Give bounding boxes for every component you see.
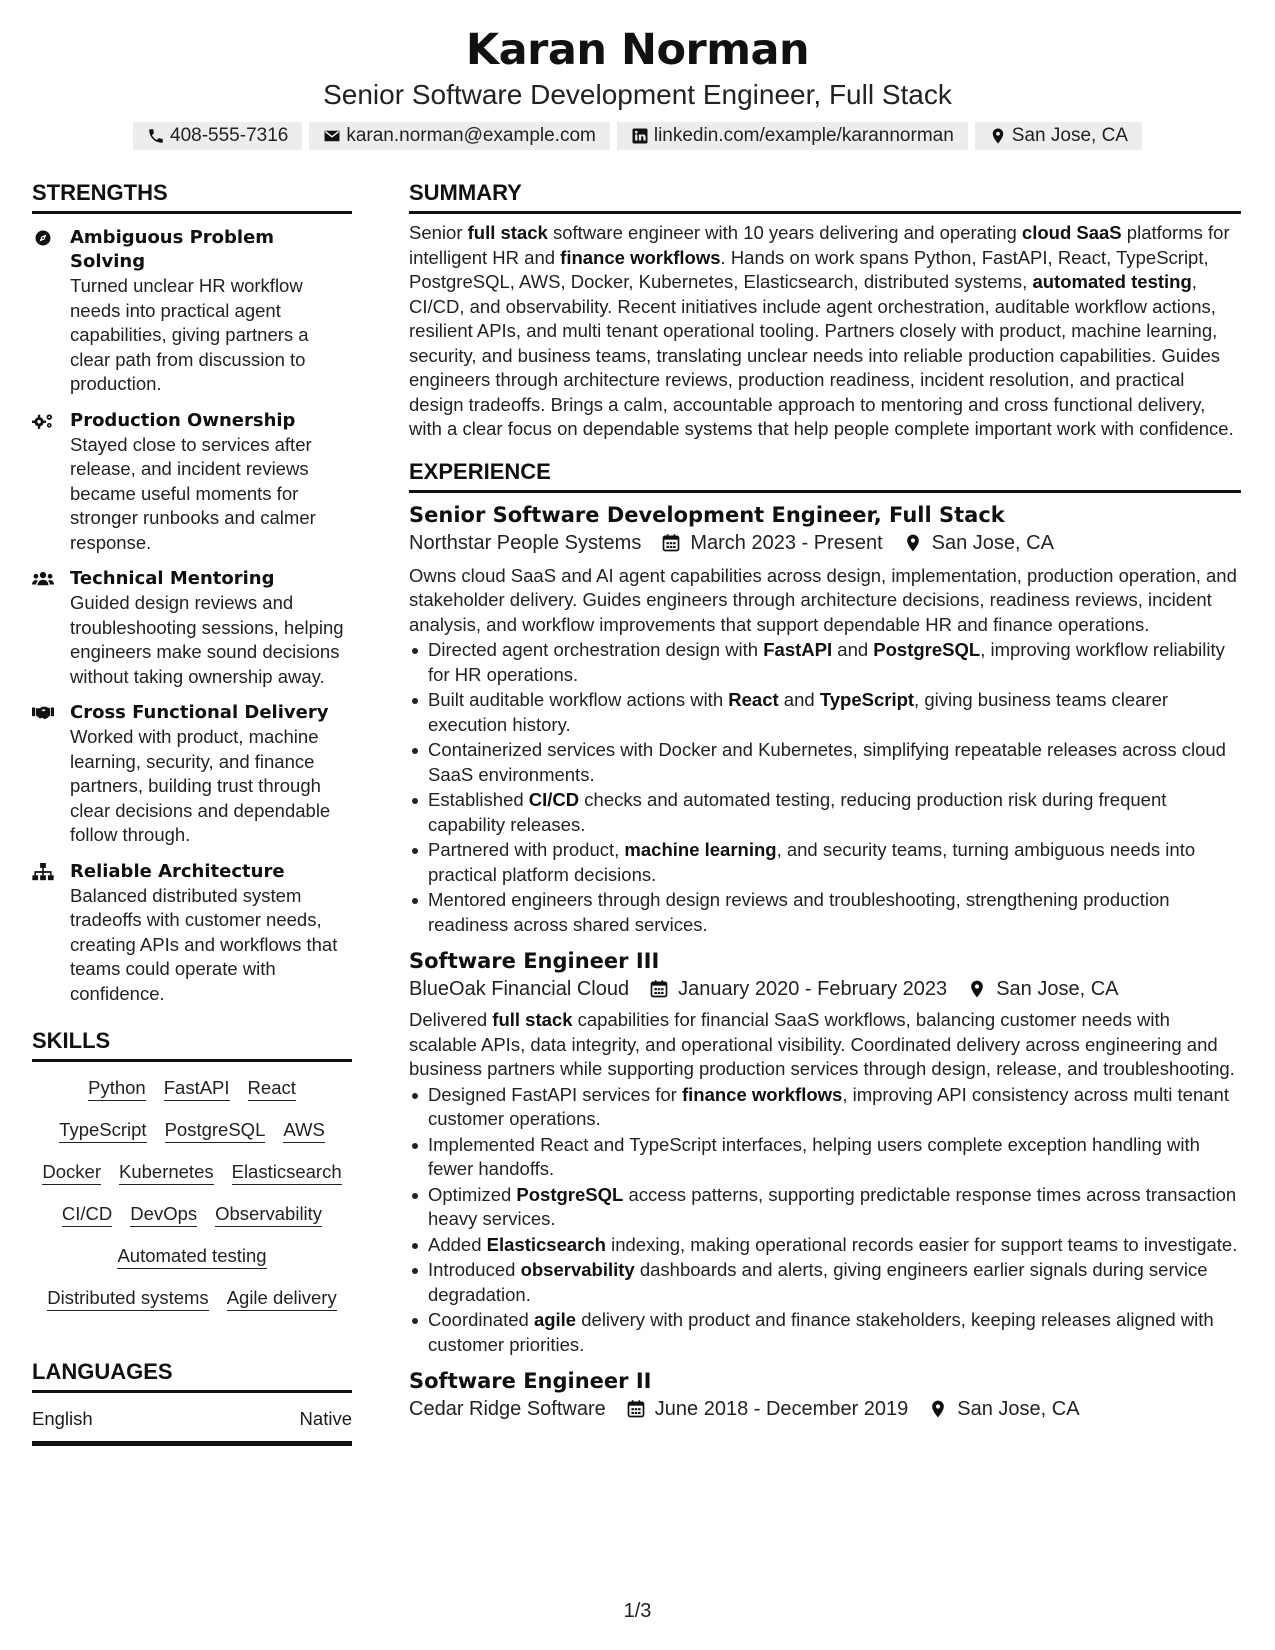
- skill-tag: Python: [88, 1076, 146, 1101]
- emphasis: cloud SaaS: [1021, 222, 1122, 243]
- emphasis: CI/CD: [528, 789, 580, 810]
- bullet-item: Mentored engineers through design reviews and troubleshooting, strengthening production readiness across shared services.: [409, 888, 1241, 937]
- resume-header: [0, 22, 1275, 150]
- skill-tag: DevOps: [130, 1202, 197, 1227]
- strength-desc: Turned unclear HR workflow needs into practical agent capabilities, giving partners a clear path from discussion to production.: [70, 275, 309, 394]
- job-location: San Jose, CA: [931, 531, 1054, 554]
- linkedin-text: linkedin.com/example/karannorman: [653, 125, 954, 146]
- map-pin-icon: [928, 1399, 948, 1419]
- strength-desc: Worked with product, machine learning, security, and finance partners, building trust through clear decisions and dependable follow through.: [70, 726, 331, 845]
- bullet-item: Directed agent orchestration design with FastAPI and PostgreSQL, improving workflow reliability for HR operations.: [409, 638, 1241, 687]
- job-dates: June 2018 - December 2019: [654, 1398, 909, 1420]
- summary-text: Senior full stack software engineer with 10 years delivering and operating cloud SaaS platforms for intelligent HR and finance workflows. Hands on work spans Python, FastAPI, React, TypeScript, PostgreSQL, AWS, Docker, Kubernetes, Elasticsearch, distributed systems, automated testing, CI/CD, and observability. Recent initiatives include agent orchestration, auditable workflow actions, resilient APIs, and multi tenant operational tooling. Partners closely with product, machine learning, security, and business teams, translating unclear needs into reliable production capabilities. Guides engineers through architecture reviews, production readiness, incident resolution, and practical design tradeoffs. Brings a calm, accountable approach to mentoring and cross functional delivery, with a clear focus on dependable systems that help people complete important work with confidence.: [409, 222, 1234, 439]
- strength-desc: Balanced distributed system tradeoffs with customer needs, creating APIs and workflows that teams could operate with confidence.: [70, 884, 338, 1004]
- bullet-item: Added Elasticsearch indexing, making operational records easier for support teams to investigate.: [409, 1233, 1241, 1258]
- skill-tag: Kubernetes: [119, 1160, 214, 1185]
- skill-row: [32, 1160, 352, 1185]
- users-icon: [32, 570, 54, 588]
- job-title: Software Engineer II: [409, 1369, 652, 1393]
- page-number: 1/3: [623, 1600, 652, 1622]
- strength-item: [32, 701, 352, 848]
- calendar-icon: [661, 533, 681, 553]
- skill-tag: PostgreSQL: [165, 1118, 266, 1143]
- skill-tag: Docker: [42, 1160, 101, 1185]
- emphasis: full stack: [467, 222, 548, 243]
- skill-row: [32, 1076, 352, 1101]
- skill-tag: Observability: [215, 1202, 322, 1227]
- compass-icon: [32, 229, 54, 247]
- envelope-icon: [323, 127, 341, 145]
- language-item: [32, 1407, 352, 1446]
- job-meta: [409, 975, 1241, 1003]
- strength-title: Reliable Architecture: [70, 860, 285, 882]
- bullet-item: Established CI/CD checks and automated testing, reducing production risk during frequent capability releases.: [409, 788, 1241, 837]
- emphasis: automated testing: [1032, 271, 1192, 292]
- job-entry: [409, 1367, 1241, 1423]
- strength-title: Cross Functional Delivery: [70, 702, 329, 723]
- emphasis: Elasticsearch: [486, 1233, 606, 1255]
- skill-row: [32, 1118, 352, 1143]
- strength-title: Production Ownership: [70, 409, 296, 431]
- contact-email[interactable]: [309, 122, 610, 150]
- strength-item: [32, 567, 352, 689]
- job-dates: March 2023 - Present: [690, 531, 883, 554]
- map-pin-icon: [989, 127, 1007, 145]
- emphasis: machine learning: [624, 839, 777, 860]
- map-pin-icon: [967, 979, 987, 999]
- skill-tag: Elasticsearch: [232, 1160, 342, 1185]
- phone-text: 408-555-7316: [170, 125, 289, 146]
- job-entry: [409, 947, 1241, 1357]
- skill-tag: React: [248, 1076, 296, 1101]
- job-company: BlueOak Financial Cloud: [409, 978, 630, 1000]
- job-company: Cedar Ridge Software: [409, 1398, 606, 1420]
- job-description: Owns cloud SaaS and AI agent capabilities across design, implementation, production operation, and stakeholder delivery. Guides engineers through architecture decisions, readiness reviews, incident analysis, and workflow improvements that support dependable HR and finance operations.: [409, 564, 1237, 635]
- language-level: Native: [299, 1408, 352, 1429]
- experience-heading: EXPERIENCE: [409, 459, 1241, 493]
- calendar-icon: [649, 979, 669, 999]
- skills-heading: SKILLS: [32, 1028, 352, 1062]
- language-name: English: [32, 1408, 93, 1429]
- emphasis: finance workflows: [681, 1083, 843, 1105]
- candidate-name: Karan Norman: [465, 25, 810, 75]
- skill-tag: Agile delivery: [227, 1286, 337, 1311]
- job-title: Senior Software Development Engineer, Full Stack: [409, 502, 1005, 527]
- location-text: San Jose, CA: [1011, 125, 1128, 146]
- contact-linkedin[interactable]: [617, 122, 968, 150]
- emphasis: FastAPI: [763, 639, 833, 660]
- emphasis: full stack: [492, 1009, 573, 1030]
- job-bullets: [409, 638, 1241, 937]
- phone-icon: [147, 127, 165, 145]
- bullet-item: Built auditable workflow actions with React and TypeScript, giving business teams clearer execution history.: [409, 688, 1241, 737]
- emphasis: finance workflows: [560, 246, 721, 268]
- strengths-list: [32, 226, 352, 1006]
- strengths-heading: STRENGTHS: [32, 180, 352, 214]
- bullet-item: Containerized services with Docker and Kubernetes, simplifying repeatable releases across cloud SaaS environments.: [409, 738, 1241, 787]
- languages-heading: LANGUAGES: [32, 1359, 352, 1393]
- right-column: [409, 180, 1241, 1423]
- handshake-icon: [32, 704, 54, 722]
- job-description: Delivered full stack capabilities for financial SaaS workflows, balancing customer needs with scalable APIs, data integrity, and operational visibility. Coordinated delivery across engineering and business partners while supporting production services through design, release, and troubleshooting.: [409, 1009, 1235, 1079]
- job-location: San Jose, CA: [996, 978, 1119, 1000]
- skill-row: [32, 1286, 352, 1311]
- job-location: San Jose, CA: [957, 1398, 1080, 1420]
- emphasis: PostgreSQL: [873, 639, 981, 660]
- job-title: Software Engineer III: [409, 949, 660, 973]
- bullet-item: Designed FastAPI services for finance workflows, improving API consistency across multi tenant customer operations.: [409, 1083, 1241, 1132]
- contact-phone[interactable]: [133, 122, 302, 150]
- emphasis: TypeScript: [819, 689, 915, 710]
- skill-tag: Automated testing: [117, 1244, 266, 1269]
- strength-desc: Stayed close to services after release, and incident reviews became useful moments for stronger runbooks and calmer response.: [70, 433, 316, 553]
- map-pin-icon: [903, 533, 923, 553]
- strength-item: [32, 409, 352, 556]
- strength-item: [32, 226, 352, 397]
- left-column: [32, 180, 352, 1446]
- strength-desc: Guided design reviews and troubleshooting sessions, helping engineers make sound decisions without taking ownership away.: [70, 592, 344, 687]
- job-dates: January 2020 - February 2023: [678, 978, 948, 1000]
- gears-icon: [32, 412, 54, 430]
- skill-tag: Distributed systems: [47, 1286, 208, 1311]
- strength-item: [32, 860, 352, 1007]
- emphasis: observability: [520, 1259, 635, 1280]
- skill-tag: TypeScript: [59, 1118, 146, 1143]
- job-bullets: [409, 1083, 1241, 1358]
- sitemap-icon: [32, 863, 54, 881]
- calendar-icon: [626, 1399, 646, 1419]
- contact-bar: [0, 122, 1275, 150]
- skill-row: [32, 1202, 352, 1227]
- emphasis: PostgreSQL: [516, 1183, 624, 1205]
- skill-tag: AWS: [283, 1118, 324, 1143]
- bullet-item: Implemented React and TypeScript interfaces, helping users complete exception handling with fewer handoffs.: [409, 1133, 1241, 1182]
- job-company: Northstar People Systems: [409, 531, 642, 554]
- skill-tag: CI/CD: [62, 1202, 112, 1227]
- email-text: karan.norman@example.com: [346, 125, 596, 146]
- strength-title: Technical Mentoring: [70, 568, 275, 589]
- job-entry: [409, 501, 1241, 938]
- candidate-title: Senior Software Development Engineer, Full Stack: [323, 79, 952, 110]
- emphasis: agile: [533, 1309, 577, 1330]
- bullet-item: Introduced observability dashboards and alerts, giving engineers earlier signals during service degradation.: [409, 1258, 1241, 1307]
- linkedin-icon: [631, 127, 649, 145]
- strength-title: Ambiguous Problem Solving: [70, 227, 275, 272]
- job-meta: [409, 1395, 1241, 1423]
- summary-heading: SUMMARY: [409, 180, 1241, 214]
- skills-list: [32, 1076, 352, 1311]
- bullet-item: Partnered with product, machine learning, and security teams, turning ambiguous needs into practical platform decisions.: [409, 838, 1241, 887]
- contact-location: [975, 122, 1142, 150]
- emphasis: React: [728, 689, 779, 710]
- skill-row: [32, 1244, 352, 1269]
- bullet-item: Optimized PostgreSQL access patterns, supporting predictable response times across transaction heavy services.: [409, 1183, 1241, 1232]
- bullet-item: Coordinated agile delivery with product and finance stakeholders, keeping releases aligned with customer priorities.: [409, 1308, 1241, 1357]
- job-meta: [409, 529, 1241, 557]
- skill-tag: FastAPI: [164, 1076, 230, 1101]
